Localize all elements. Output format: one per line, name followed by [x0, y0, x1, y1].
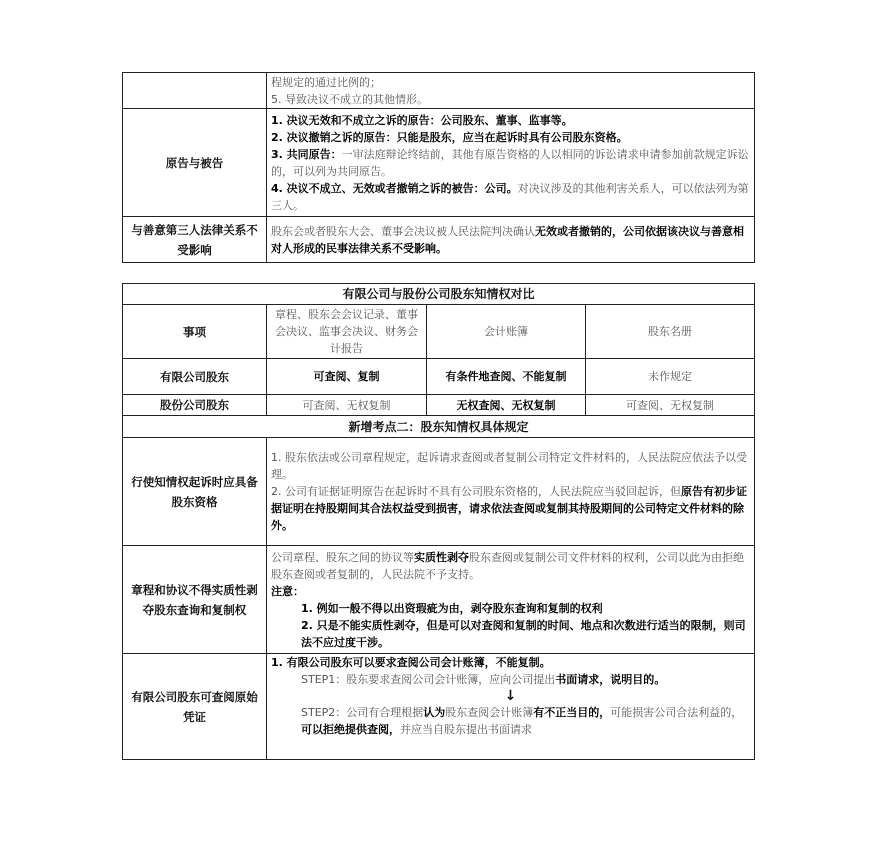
section-title-row [123, 416, 755, 438]
step1-text: STEP1：股东要求查阅公司会计账簿，应向公司提出 [301, 673, 556, 686]
table-row [123, 217, 755, 263]
note-item: 2. 只是不能实质性剥夺，但是可以对查阅和复制的时间、地点和次数进行适当的限制，则司法不应过度干涉。 [301, 618, 746, 649]
empty-label-cell [123, 73, 267, 109]
co-plaintiff-text: 一审法庭辩论终结前，其他有原告资格的人以相同的诉讼请求申请参加前款规定诉讼的，可以列为共同原告。 [271, 147, 749, 178]
bold-text: 1. 有限公司股东可以要求查阅公司会计账簿，不能复制。 [271, 656, 551, 669]
third-party-bold-text: 无效或者撤销的，公司依据该决议与善意相对人形成的民事法律关系不受影响。 [271, 224, 744, 255]
table-row [123, 395, 755, 416]
step2-text: 股东查阅会计账簿 [445, 706, 534, 719]
note-item: 1. 例如一般不得以出资瑕疵为由，剥夺股东查询和复制的权利 [301, 601, 603, 615]
co-plaintiff-heading: 3. 共同原告： [271, 147, 342, 161]
defendant-heading: 4. 决议不成立、无效或者撤销之诉的被告：公司。 [271, 181, 518, 195]
jsc-register: 可查阅、无权复制 [586, 395, 755, 416]
plaintiff-invalid-text: 1. 决议无效和不成立之诉的原告：公司股东、董事、监事等。 [271, 113, 573, 127]
header-register: 股东名册 [586, 305, 755, 359]
third-party-text: 股东会或者股东大会、董事会决议被人民法院判决确认 [271, 224, 535, 238]
text-line: 程规定的通过比例的； [271, 75, 381, 89]
table-row [123, 73, 755, 109]
bold-text: 有不正当目的， [533, 706, 611, 719]
bold-text: 实质性剥夺 [414, 550, 469, 564]
content-cell [267, 654, 755, 760]
content-cell [267, 109, 755, 217]
bold-text: 认为 [423, 706, 446, 719]
table-header-row [123, 305, 755, 359]
text-paragraph: 公司章程、股东之间的协议等 [271, 550, 414, 564]
row-label: 股份公司股东 [123, 395, 267, 416]
step2-text: 可能损害公司合法利益的， [610, 706, 743, 719]
row-label: 有限公司股东可查阅原始凭证 [123, 654, 267, 760]
content-cell [267, 73, 755, 109]
row-label: 原告与被告 [123, 109, 267, 217]
content-cell [267, 438, 755, 546]
header-documents: 章程、股东会会议记录、董事会决议、监事会决议、财务会计报告 [267, 305, 427, 359]
table-row [123, 359, 755, 395]
table-right-to-information [122, 283, 755, 760]
note-label: 注意： [271, 584, 304, 598]
text-line: 5. 导致决议不成立的其他情形。 [271, 92, 428, 106]
row-label: 行使知情权起诉时应具备股东资格 [123, 438, 267, 546]
row-label: 章程和协议不得实质性剥夺股东查询和复制权 [123, 546, 267, 654]
table-row [123, 654, 755, 760]
table-title-row [123, 284, 755, 305]
text-paragraph: 2. 公司有证据证明原告在起诉时不具有公司股东资格的，人民法院应当驳回起诉，但 [271, 485, 681, 498]
defendant-text: 对决议涉及的其他利害关系人，可以依法列为第三人。 [271, 181, 749, 212]
table-shareholder-resolution-suit [122, 72, 755, 263]
row-label: 与善意第三人法律关系不受影响 [123, 217, 267, 263]
plaintiff-revoke-text: 2. 决议撤销之诉的原告：只能是股东，应当在起诉时具有公司股东资格。 [271, 130, 628, 144]
header-item: 事项 [123, 305, 267, 359]
content-cell [267, 217, 755, 263]
row-label: 有限公司股东 [123, 359, 267, 395]
table-title: 有限公司与股份公司股东知情权对比 [123, 284, 755, 305]
jsc-documents: 可查阅、无权复制 [267, 395, 427, 416]
step2-text: STEP2：公司有合理根据 [301, 706, 424, 719]
step2-text: 并应当自股东提出书面请求 [400, 723, 532, 736]
llc-documents: 可查阅、复制 [313, 370, 380, 383]
table-row [123, 109, 755, 217]
header-account-books: 会计账簿 [427, 305, 586, 359]
jsc-account-books: 无权查阅、无权复制 [456, 398, 556, 412]
text-paragraph: 股东查阅或复制公司文件材料的权利，公司以此为由拒绝股东查阅或者复制的，人民法院不予支持。 [271, 550, 744, 581]
section-title: 新增考点二：股东知情权具体规定 [123, 416, 755, 438]
content-cell [267, 546, 755, 654]
arrow-down-icon: ↓ [504, 688, 517, 704]
bold-text: 可以拒绝提供查阅， [301, 723, 400, 736]
text-paragraph: 1. 股东依法或公司章程规定，起诉请求查阅或者复制公司特定文件材料的，人民法院应依法予以受理。 [271, 451, 747, 481]
table-row [123, 546, 755, 654]
table-row [123, 438, 755, 546]
bold-text: 书面请求，说明目的。 [555, 673, 666, 686]
llc-register: 未作规定 [586, 359, 755, 395]
llc-account-books: 有条件地查阅、不能复制 [445, 370, 567, 383]
bold-text: 原告有初步证据证明在持股期间其合法权益受到损害，请求依法查阅或复制其持股期间的公司特定文件材料的除外。 [271, 485, 747, 532]
